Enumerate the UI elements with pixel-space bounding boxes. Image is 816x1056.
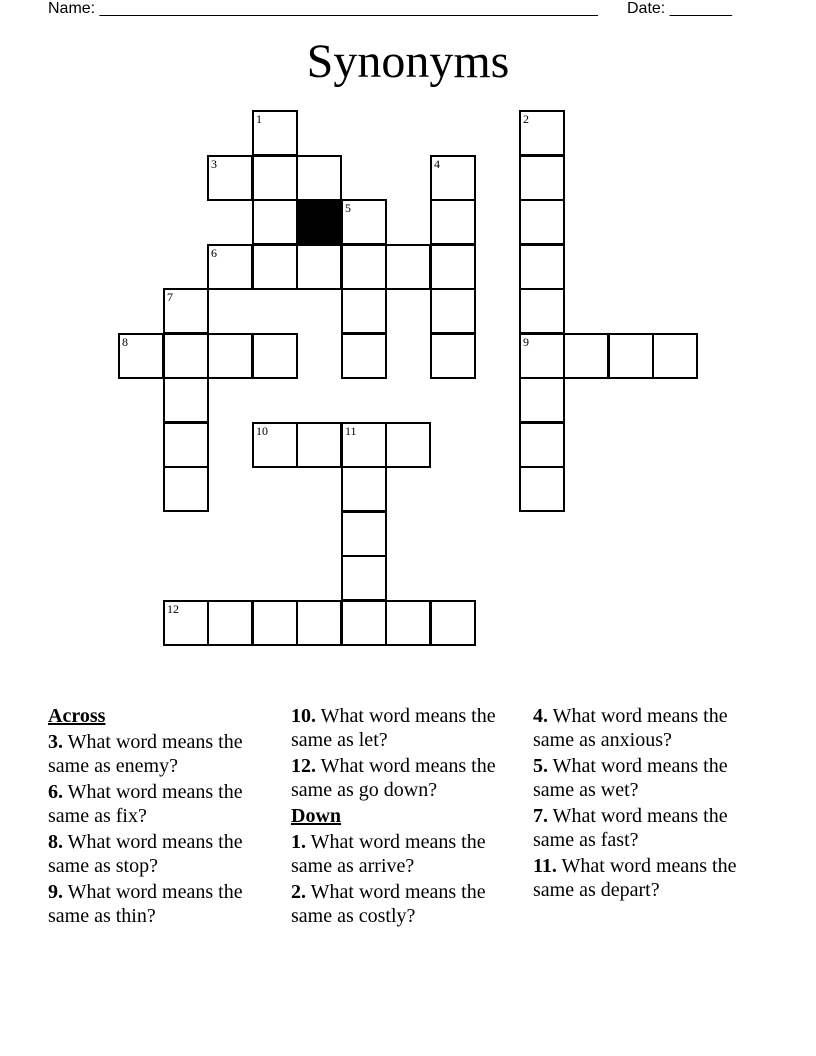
clue-text: What word means the same as costly? bbox=[291, 881, 486, 927]
grid-cell[interactable] bbox=[519, 466, 565, 512]
clue-text: What word means the same as anxious? bbox=[533, 705, 728, 751]
grid-cell[interactable] bbox=[430, 199, 476, 245]
grid-cell[interactable] bbox=[385, 422, 431, 468]
clue-number: 8. bbox=[48, 831, 63, 853]
grid-cell[interactable] bbox=[341, 422, 387, 468]
grid-number: 12 bbox=[167, 602, 179, 616]
grid-cell[interactable] bbox=[341, 244, 387, 290]
grid-number: 3 bbox=[211, 157, 217, 171]
grid-cell[interactable] bbox=[296, 600, 342, 646]
grid-cell[interactable] bbox=[341, 333, 387, 379]
grid-number: 4 bbox=[434, 157, 440, 171]
clue-column-1 bbox=[48, 704, 280, 930]
clue-number: 11. bbox=[533, 855, 557, 877]
grid-cell[interactable] bbox=[430, 600, 476, 646]
grid-cell[interactable] bbox=[118, 333, 164, 379]
grid-cell[interactable] bbox=[519, 110, 565, 156]
clue-number: 2. bbox=[291, 881, 306, 903]
grid-number: 6 bbox=[211, 246, 217, 260]
grid-cell[interactable] bbox=[207, 600, 253, 646]
grid-cell[interactable] bbox=[519, 422, 565, 468]
grid-cell[interactable] bbox=[385, 244, 431, 290]
clue-text: What word means the same as fast? bbox=[533, 805, 728, 851]
grid-cell[interactable] bbox=[207, 333, 253, 379]
grid-cell[interactable] bbox=[385, 600, 431, 646]
clue-number: 3. bbox=[48, 731, 63, 753]
grid-cell[interactable] bbox=[163, 288, 209, 334]
clue-text: What word means the same as thin? bbox=[48, 881, 243, 927]
grid-cell[interactable] bbox=[252, 600, 298, 646]
across-clue-6 bbox=[48, 780, 280, 828]
grid-cell[interactable] bbox=[296, 244, 342, 290]
grid-cell[interactable] bbox=[519, 377, 565, 423]
grid-number: 7 bbox=[167, 290, 173, 304]
grid-cell[interactable] bbox=[652, 333, 698, 379]
grid-cell[interactable] bbox=[163, 466, 209, 512]
clue-text: What word means the same as go down? bbox=[291, 755, 496, 801]
grid-cell[interactable] bbox=[519, 244, 565, 290]
clue-text: What word means the same as let? bbox=[291, 705, 496, 751]
down-clue-11 bbox=[533, 854, 765, 902]
grid-cell[interactable] bbox=[163, 422, 209, 468]
down-clue-1 bbox=[291, 830, 523, 878]
grid-cell[interactable] bbox=[163, 377, 209, 423]
grid-number: 2 bbox=[523, 112, 529, 126]
grid-cell[interactable] bbox=[252, 110, 298, 156]
clue-number: 1. bbox=[291, 831, 306, 853]
down-clue-5 bbox=[533, 754, 765, 802]
grid-cell[interactable] bbox=[341, 600, 387, 646]
grid-cell[interactable] bbox=[163, 600, 209, 646]
grid-cell[interactable] bbox=[430, 244, 476, 290]
grid-cell[interactable] bbox=[252, 155, 298, 201]
clue-number: 4. bbox=[533, 705, 548, 727]
clue-text: What word means the same as arrive? bbox=[291, 831, 486, 877]
clue-text: What word means the same as depart? bbox=[533, 855, 737, 901]
grid-cell[interactable] bbox=[341, 555, 387, 601]
grid-cell[interactable] bbox=[252, 333, 298, 379]
across-clue-8 bbox=[48, 830, 280, 878]
grid-cell[interactable] bbox=[341, 466, 387, 512]
across-clue-3 bbox=[48, 730, 280, 778]
clue-text: What word means the same as stop? bbox=[48, 831, 243, 877]
down-clue-2 bbox=[291, 880, 523, 928]
name-field-label: Name: ________________________________________________________ bbox=[48, 0, 598, 17]
date-field-label: Date: _______ bbox=[627, 0, 732, 17]
grid-cell[interactable] bbox=[608, 333, 654, 379]
clue-column-3 bbox=[533, 704, 765, 904]
across-clue-10 bbox=[291, 704, 523, 752]
grid-cell[interactable] bbox=[252, 422, 298, 468]
grid-cell[interactable] bbox=[519, 155, 565, 201]
grid-cell[interactable] bbox=[519, 288, 565, 334]
grid-number: 8 bbox=[122, 335, 128, 349]
down-clue-4 bbox=[533, 704, 765, 752]
clue-column-2 bbox=[291, 704, 523, 930]
grid-cell[interactable] bbox=[563, 333, 609, 379]
grid-cell[interactable] bbox=[207, 244, 253, 290]
grid-cell[interactable] bbox=[296, 155, 342, 201]
grid-cell[interactable] bbox=[430, 155, 476, 201]
clue-text: What word means the same as fix? bbox=[48, 781, 243, 827]
grid-cell[interactable] bbox=[430, 288, 476, 334]
clue-number: 5. bbox=[533, 755, 548, 777]
grid-number: 11 bbox=[345, 424, 357, 438]
grid-number: 1 bbox=[256, 112, 262, 126]
down-heading: Down bbox=[291, 805, 342, 827]
grid-cell[interactable] bbox=[252, 199, 298, 245]
across-clue-12 bbox=[291, 754, 523, 802]
clue-text: What word means the same as wet? bbox=[533, 755, 728, 801]
grid-number: 5 bbox=[345, 201, 351, 215]
clue-text: What word means the same as enemy? bbox=[48, 731, 243, 777]
grid-block bbox=[296, 199, 342, 245]
grid-cell[interactable] bbox=[252, 244, 298, 290]
grid-cell[interactable] bbox=[341, 199, 387, 245]
clue-number: 9. bbox=[48, 881, 63, 903]
across-clue-9 bbox=[48, 880, 280, 928]
grid-cell[interactable] bbox=[519, 333, 565, 379]
clue-number: 12. bbox=[291, 755, 316, 777]
clue-number: 10. bbox=[291, 705, 316, 727]
down-clue-7 bbox=[533, 804, 765, 852]
grid-cell[interactable] bbox=[430, 333, 476, 379]
grid-cell[interactable] bbox=[519, 199, 565, 245]
page-title: Synonyms bbox=[306, 35, 510, 88]
clue-number: 7. bbox=[533, 805, 548, 827]
grid-number: 10 bbox=[256, 424, 268, 438]
grid-cell[interactable] bbox=[341, 288, 387, 334]
grid-number: 9 bbox=[523, 335, 529, 349]
clue-number: 6. bbox=[48, 781, 63, 803]
grid-cell[interactable] bbox=[207, 155, 253, 201]
grid-cell[interactable] bbox=[341, 511, 387, 557]
across-heading: Across bbox=[48, 705, 106, 727]
grid-cell[interactable] bbox=[163, 333, 209, 379]
grid-cell[interactable] bbox=[296, 422, 342, 468]
